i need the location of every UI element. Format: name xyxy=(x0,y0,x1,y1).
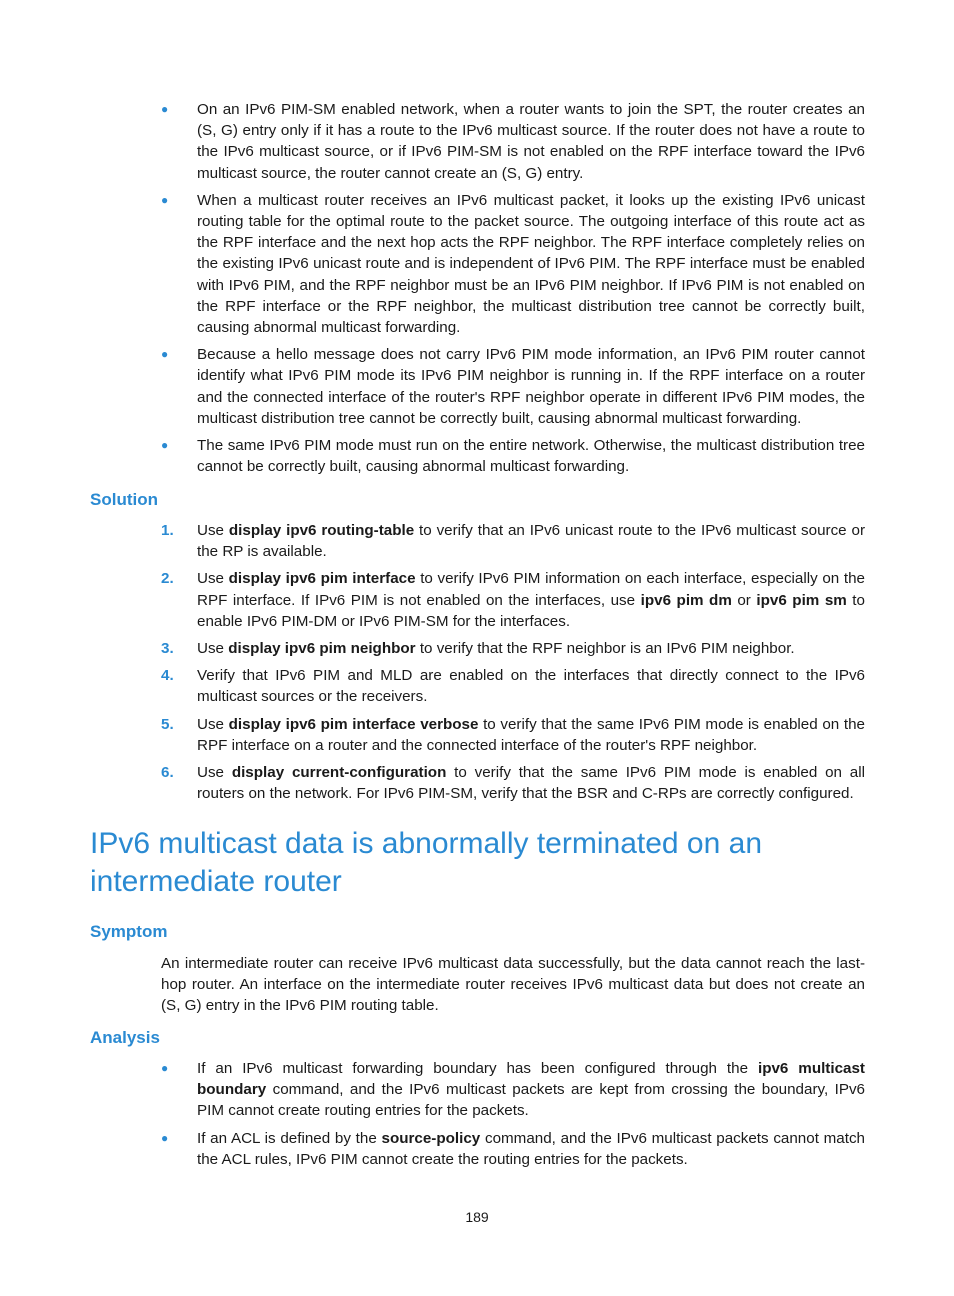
step-text xyxy=(197,522,865,560)
text-run: Verify that IPv6 PIM and MLD are enabled on the interfaces that directly connect to the IPv6 multicast sources or the receivers. xyxy=(197,667,865,706)
step-text xyxy=(197,640,795,657)
text-run: If an IPv6 multicast forwarding boundary has been configured through the xyxy=(197,1060,758,1077)
list-item xyxy=(161,1058,865,1122)
text-run: Use xyxy=(197,715,229,733)
list-item xyxy=(161,1128,865,1170)
text-run: When a multicast router receives an IPv6 multicast packet, it looks up the existing IPv6 unicast routing table for the optimal route to the packet source. The outgoing interface of this route act as the RPF interface and the next hop acts the RPF neighbor. The RPF interface completely relies on the existing IPv6 unicast route and is independent of IPv6 PIM. The RPF interface must be enabled with IPv6 PIM, and the RPF neighbor must be an IPv6 PIM neighbor. If IPv6 PIM is not enabled on the RPF interface or the RPF neighbor, the multicast distribution tree cannot be correctly built, causing abnormal multicast forwarding. xyxy=(197,191,865,337)
analysis-heading: Analysis xyxy=(90,1028,160,1047)
step-text xyxy=(197,716,865,754)
step-number: 4. xyxy=(161,667,174,685)
command-keyword: ipv6 multicast boundary xyxy=(197,1060,865,1099)
step-text xyxy=(197,764,865,802)
bullet-icon: ● xyxy=(161,192,169,207)
solution-heading: Solution xyxy=(90,490,158,509)
text-run: The same IPv6 PIM mode must run on the entire network. Otherwise, the multicast distribution tree cannot be correctly built, causing abnormal multicast forwarding. xyxy=(197,437,865,476)
list-item xyxy=(161,714,865,756)
text-run: Because a hello message does not carry IPv6 PIM mode information, an IPv6 PIM router cannot identify what IPv6 PIM mode its IPv6 PIM neighbor is running in. If the RPF interface on a router and the connected interface of the router's RPF neighbor operate in different IPv6 PIM modes, the multicast distribution tree cannot be correctly built, causing abnormal multicast forwarding. xyxy=(197,346,865,427)
analysis-bullet-list xyxy=(161,1058,865,1176)
symptom-text: An intermediate router can receive IPv6 multicast data successfully, but the data cannot reach the last-hop router. An interface on the intermediate router receives IPv6 multicast data but does not create an (S, G) entry in the IPv6 PIM routing table. xyxy=(161,955,865,1015)
bullet-icon: ● xyxy=(161,438,169,453)
command-keyword: display current-configuration xyxy=(231,764,447,782)
step-number: 3. xyxy=(161,640,174,658)
text-run: Use xyxy=(197,570,229,588)
list-item xyxy=(161,99,865,184)
list-item xyxy=(161,638,865,659)
command-keyword: source-policy xyxy=(381,1129,481,1147)
text-run: to verify that the same IPv6 PIM mode is enabled on the RPF interface on a router and the connected interface of the router's RPF neighbor. xyxy=(197,715,865,754)
bullet-icon: ● xyxy=(161,1061,169,1075)
list-item xyxy=(161,665,865,707)
command-keyword: display ipv6 routing-table xyxy=(228,522,415,539)
text-run: On an IPv6 PIM-SM enabled network, when a router wants to join the SPT, the router creates an (S, G) entry only if it has a route to the IPv6 multicast source. If the router does not have a route to the IPv6 multicast source, or if IPv6 PIM-SM is not enabled on the RPF interface toward the IPv6 multicast source, the router cannot create an (S, G) entry. xyxy=(197,101,865,182)
step-number: 1. xyxy=(161,522,174,539)
text-run: to verify that the RPF neighbor is an IPv6 PIM neighbor. xyxy=(415,640,795,658)
symptom-heading: Symptom xyxy=(90,922,168,941)
list-item xyxy=(161,568,865,632)
bullet-text xyxy=(197,346,865,427)
list-item xyxy=(161,435,865,477)
command-keyword: display ipv6 pim interface verbose xyxy=(228,715,479,733)
text-run: to verify IPv6 PIM information on each interface, especially on the RPF interface. If IPv6 PIM is not enabled on the interfaces, use xyxy=(197,570,865,609)
bullet-text xyxy=(197,1130,865,1168)
section-title: IPv6 multicast data is abnormally terminated on an intermediate router xyxy=(90,827,762,898)
step-number: 2. xyxy=(161,570,174,588)
bullet-text xyxy=(197,437,865,475)
command-keyword: ipv6 pim dm xyxy=(640,591,732,609)
bullet-icon: ● xyxy=(161,1130,169,1145)
list-item xyxy=(161,190,865,338)
bullet-text xyxy=(197,192,865,336)
text-run: Use xyxy=(197,764,232,782)
text-run: to verify that an IPv6 unicast route to the IPv6 multicast source or the RP is available. xyxy=(197,522,866,561)
top-bullet-list xyxy=(161,99,865,483)
solution-steps xyxy=(161,520,865,810)
page-number: 189 xyxy=(465,1209,489,1225)
text-run: Use xyxy=(197,522,229,539)
command-keyword: ipv6 pim sm xyxy=(756,591,847,609)
list-item xyxy=(161,762,865,804)
list-item xyxy=(161,344,865,429)
text-run: command, and the IPv6 multicast packets are kept from crossing the boundary, IPv6 PIM cannot create routing entries for the packets. xyxy=(197,1081,865,1120)
list-item xyxy=(161,520,865,562)
step-text xyxy=(197,667,865,705)
text-run: Use xyxy=(197,640,229,658)
text-run: If an ACL is defined by the xyxy=(197,1129,382,1147)
command-keyword: display ipv6 pim interface xyxy=(228,570,416,588)
text-run: to enable IPv6 PIM-DM or IPv6 PIM-SM for the interfaces. xyxy=(197,591,865,630)
text-run: to verify that the same IPv6 PIM mode is enabled on all routers on the network. For IPv6 PIM-SM, verify that the BSR and C-RPs are correctly configured. xyxy=(197,764,865,803)
text-run: or xyxy=(731,591,757,609)
step-number: 5. xyxy=(161,715,174,733)
step-number: 6. xyxy=(161,764,174,782)
bullet-icon: ● xyxy=(161,102,169,116)
text-run: command, and the IPv6 multicast packets cannot match the ACL rules, IPv6 PIM cannot create the routing entries for the packets. xyxy=(197,1129,866,1168)
bullet-text xyxy=(197,101,865,182)
bullet-text xyxy=(197,1060,865,1119)
bullet-icon: ● xyxy=(161,347,169,362)
step-text xyxy=(197,570,865,629)
command-keyword: display ipv6 pim neighbor xyxy=(228,640,416,658)
